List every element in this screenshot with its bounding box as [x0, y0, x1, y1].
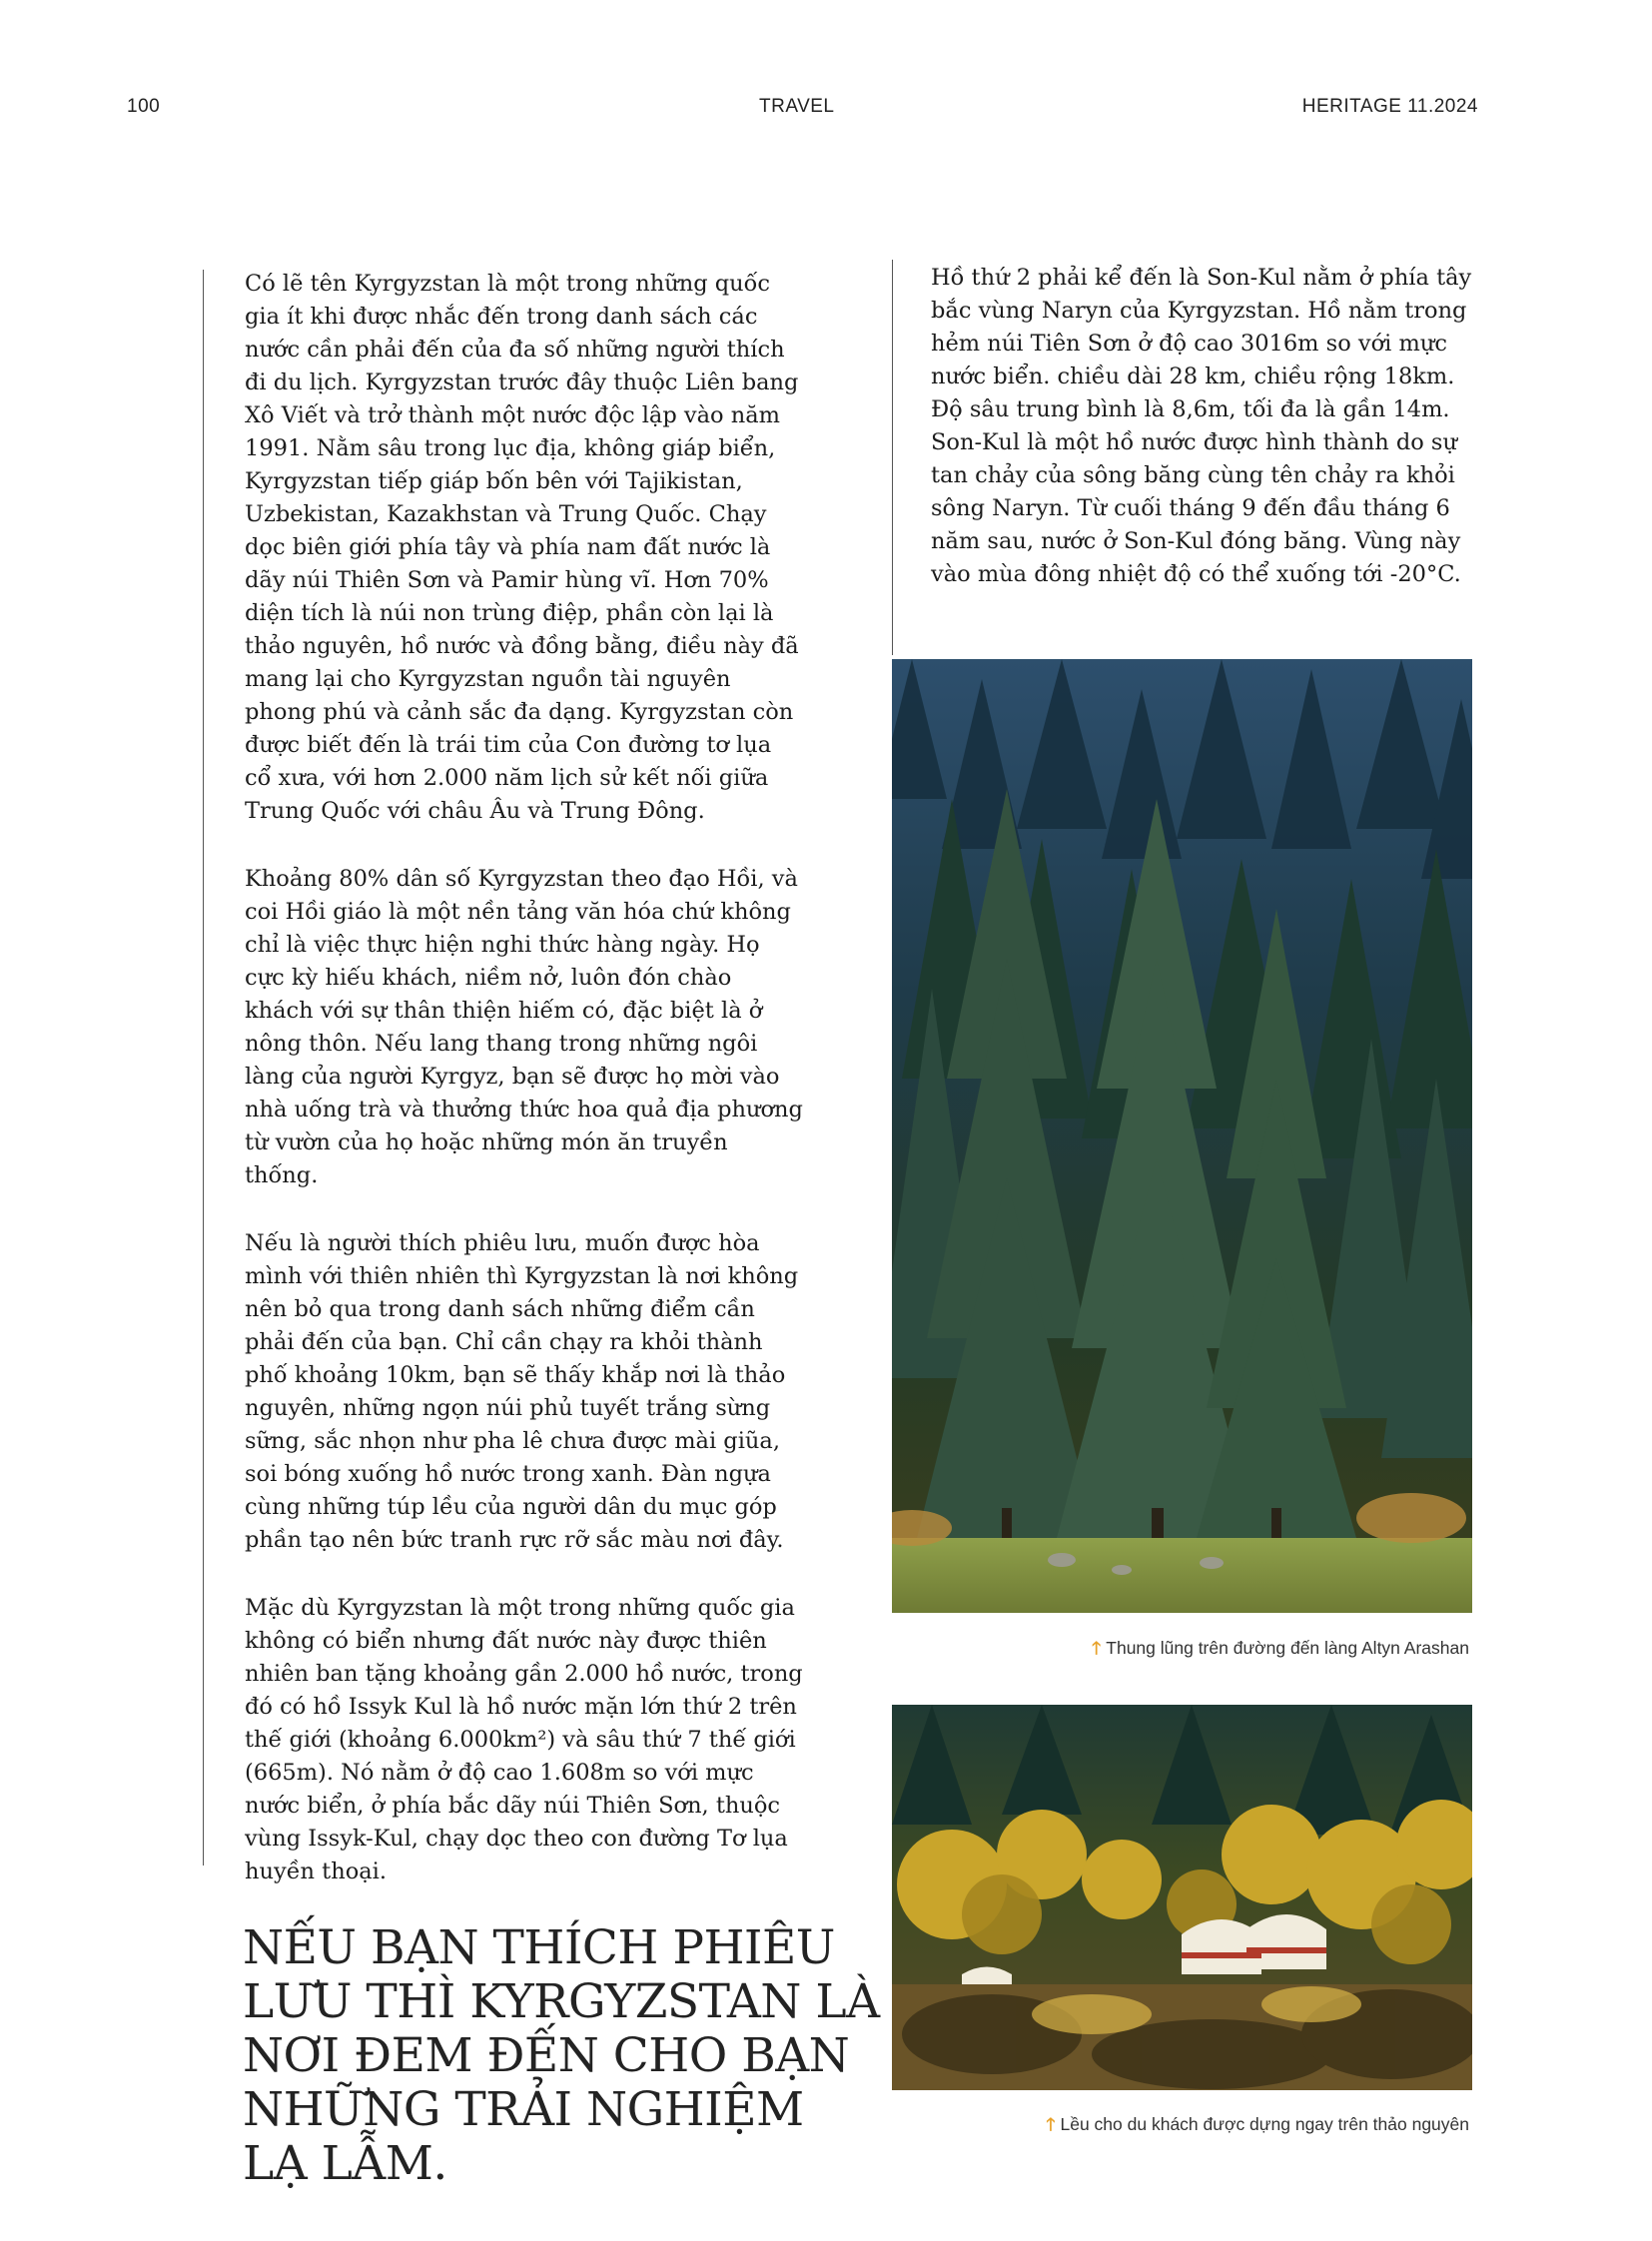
page-number: 100: [127, 96, 161, 117]
yurt-camp-photo: [892, 1705, 1472, 2090]
body-paragraph: Nếu là người thích phiêu lưu, muốn được hòa mình với thiên nhiên thì Kyrgyzstan là nơi không nên bỏ qua trong danh sách những điểm cần phải đến của bạn. Chỉ cần chạy ra khỏi thành phố khoảng 10km, bạn sẽ thấy khắp nơi là thảo nguyên, những ngọn núi phủ tuyết trắng sừng sững, sắc nhọn như pha lê chưa được mài giũa, soi bóng xuống hồ nước trong xanh. Đàn ngựa cùng những túp lều của người dân du mục góp phần tạo nên bức tranh rực rỡ sắc màu nơi đây.: [245, 1230, 799, 1553]
body-paragraph: Khoảng 80% dân số Kyrgyzstan theo đạo Hồi, và coi Hồi giáo là một nền tảng văn hóa chứ không chỉ là việc thực hiện nghi thức hàng ngày. Họ cực kỳ hiếu khách, niềm nở, luôn đón chào khách với sự thân thiện hiếm có, đặc biệt là ở nông thôn. Nếu lang thang trong những ngôi làng của người Kyrgyz, bạn sẽ được họ mời vào nhà uống trà và thưởng thức hoa quả địa phương từ vườn của họ hoặc những món ăn truyền thống.: [245, 866, 803, 1188]
body-paragraph: Mặc dù Kyrgyzstan là một trong những quốc gia không có biển nhưng đất nước này được thiên nhiên ban tặng khoảng gần 2.000 hồ nước, trong đó có hồ Issyk Kul là hồ nước mặn lớn thứ 2 trên thế giới (khoảng 6.000km²) và sâu thứ 7 thế giới (665m). Nó nằm ở độ cao 1.608m so với mực nước biển, ở phía bắc dãy núi Thiên Sơn, thuộc vùng Issyk-Kul, chạy dọc theo con đường Tơ lụa huyền thoại.: [245, 1595, 803, 1884]
caption-text: Thung lũng trên đường đến làng Altyn Arashan: [1106, 1638, 1469, 1658]
forest-photo-caption: [1092, 1636, 1469, 1666]
forest-valley-photo: [892, 659, 1472, 1613]
arrow-up-icon: 🡑: [1046, 2114, 1056, 2134]
section-label: TRAVEL: [759, 96, 835, 117]
left-article-column: [245, 268, 804, 1923]
caption-text: Lều cho du khách được dựng ngay trên thảo nguyên: [1060, 2114, 1469, 2134]
right-article-column: [931, 262, 1475, 591]
left-column-rule: [203, 270, 204, 1866]
arrow-up-icon: 🡑: [1092, 1638, 1102, 1658]
yurt-photo-caption: [1046, 2112, 1469, 2142]
pull-quote: NẾU BẠN THÍCH PHIÊU LƯU THÌ KYRGYZSTAN LÀ NƠI ĐEM ĐẾN CHO BẠN NHỮNG TRẢI NGHIỆM LẠ LẪM.: [243, 1920, 880, 2191]
body-paragraph: Có lẽ tên Kyrgyzstan là một trong những quốc gia ít khi được nhắc đến trong danh sách các nước cần phải đến của đa số những người thích đi du lịch. Kyrgyzstan trước đây thuộc Liên bang Xô Viết và trở thành một nước độc lập vào năm 1991. Nằm sâu trong lục địa, không giáp biển, Kyrgyzstan tiếp giáp bốn bên với Tajikistan, Uzbekistan, Kazakhstan và Trung Quốc. Chạy dọc biên giới phía tây và phía nam đất nước là dãy núi Thiên Sơn và Pamir hùng vĩ. Hơn 70% diện tích là núi non trùng điệp, phần còn lại là thảo nguyên, hồ nước và đồng bằng, điều này đã mang lại cho Kyrgyzstan nguồn tài nguyên phong phú và cảnh sắc đa dạng. Kyrgyzstan còn được biết đến là trái tim của Con đường tơ lụa cổ xưa, với hơn 2.000 năm lịch sử kết nối giữa Trung Quốc với châu Âu và Trung Đông.: [245, 271, 799, 824]
issue-label: HERITAGE 11.2024: [1301, 96, 1478, 117]
right-column-rule: [892, 260, 893, 655]
body-paragraph: Hồ thứ 2 phải kể đến là Son-Kul nằm ở phía tây bắc vùng Naryn của Kyrgyzstan. Hồ nằm trong hẻm núi Tiên Sơn ở độ cao 3016m so với mực nước biển. chiều dài 28 km, chiều rộng 18km. Độ sâu trung bình là 8,6m, tối đa là gần 14m. Son-Kul là một hồ nước được hình thành do sự tan chảy của sông băng cùng tên chảy ra khỏi sông Naryn. Từ cuối tháng 9 đến đầu tháng 6 năm sau, nước ở Son-Kul đóng băng. Vùng này vào mùa đông nhiệt độ có thể xuống tới -20°C.: [931, 265, 1472, 587]
